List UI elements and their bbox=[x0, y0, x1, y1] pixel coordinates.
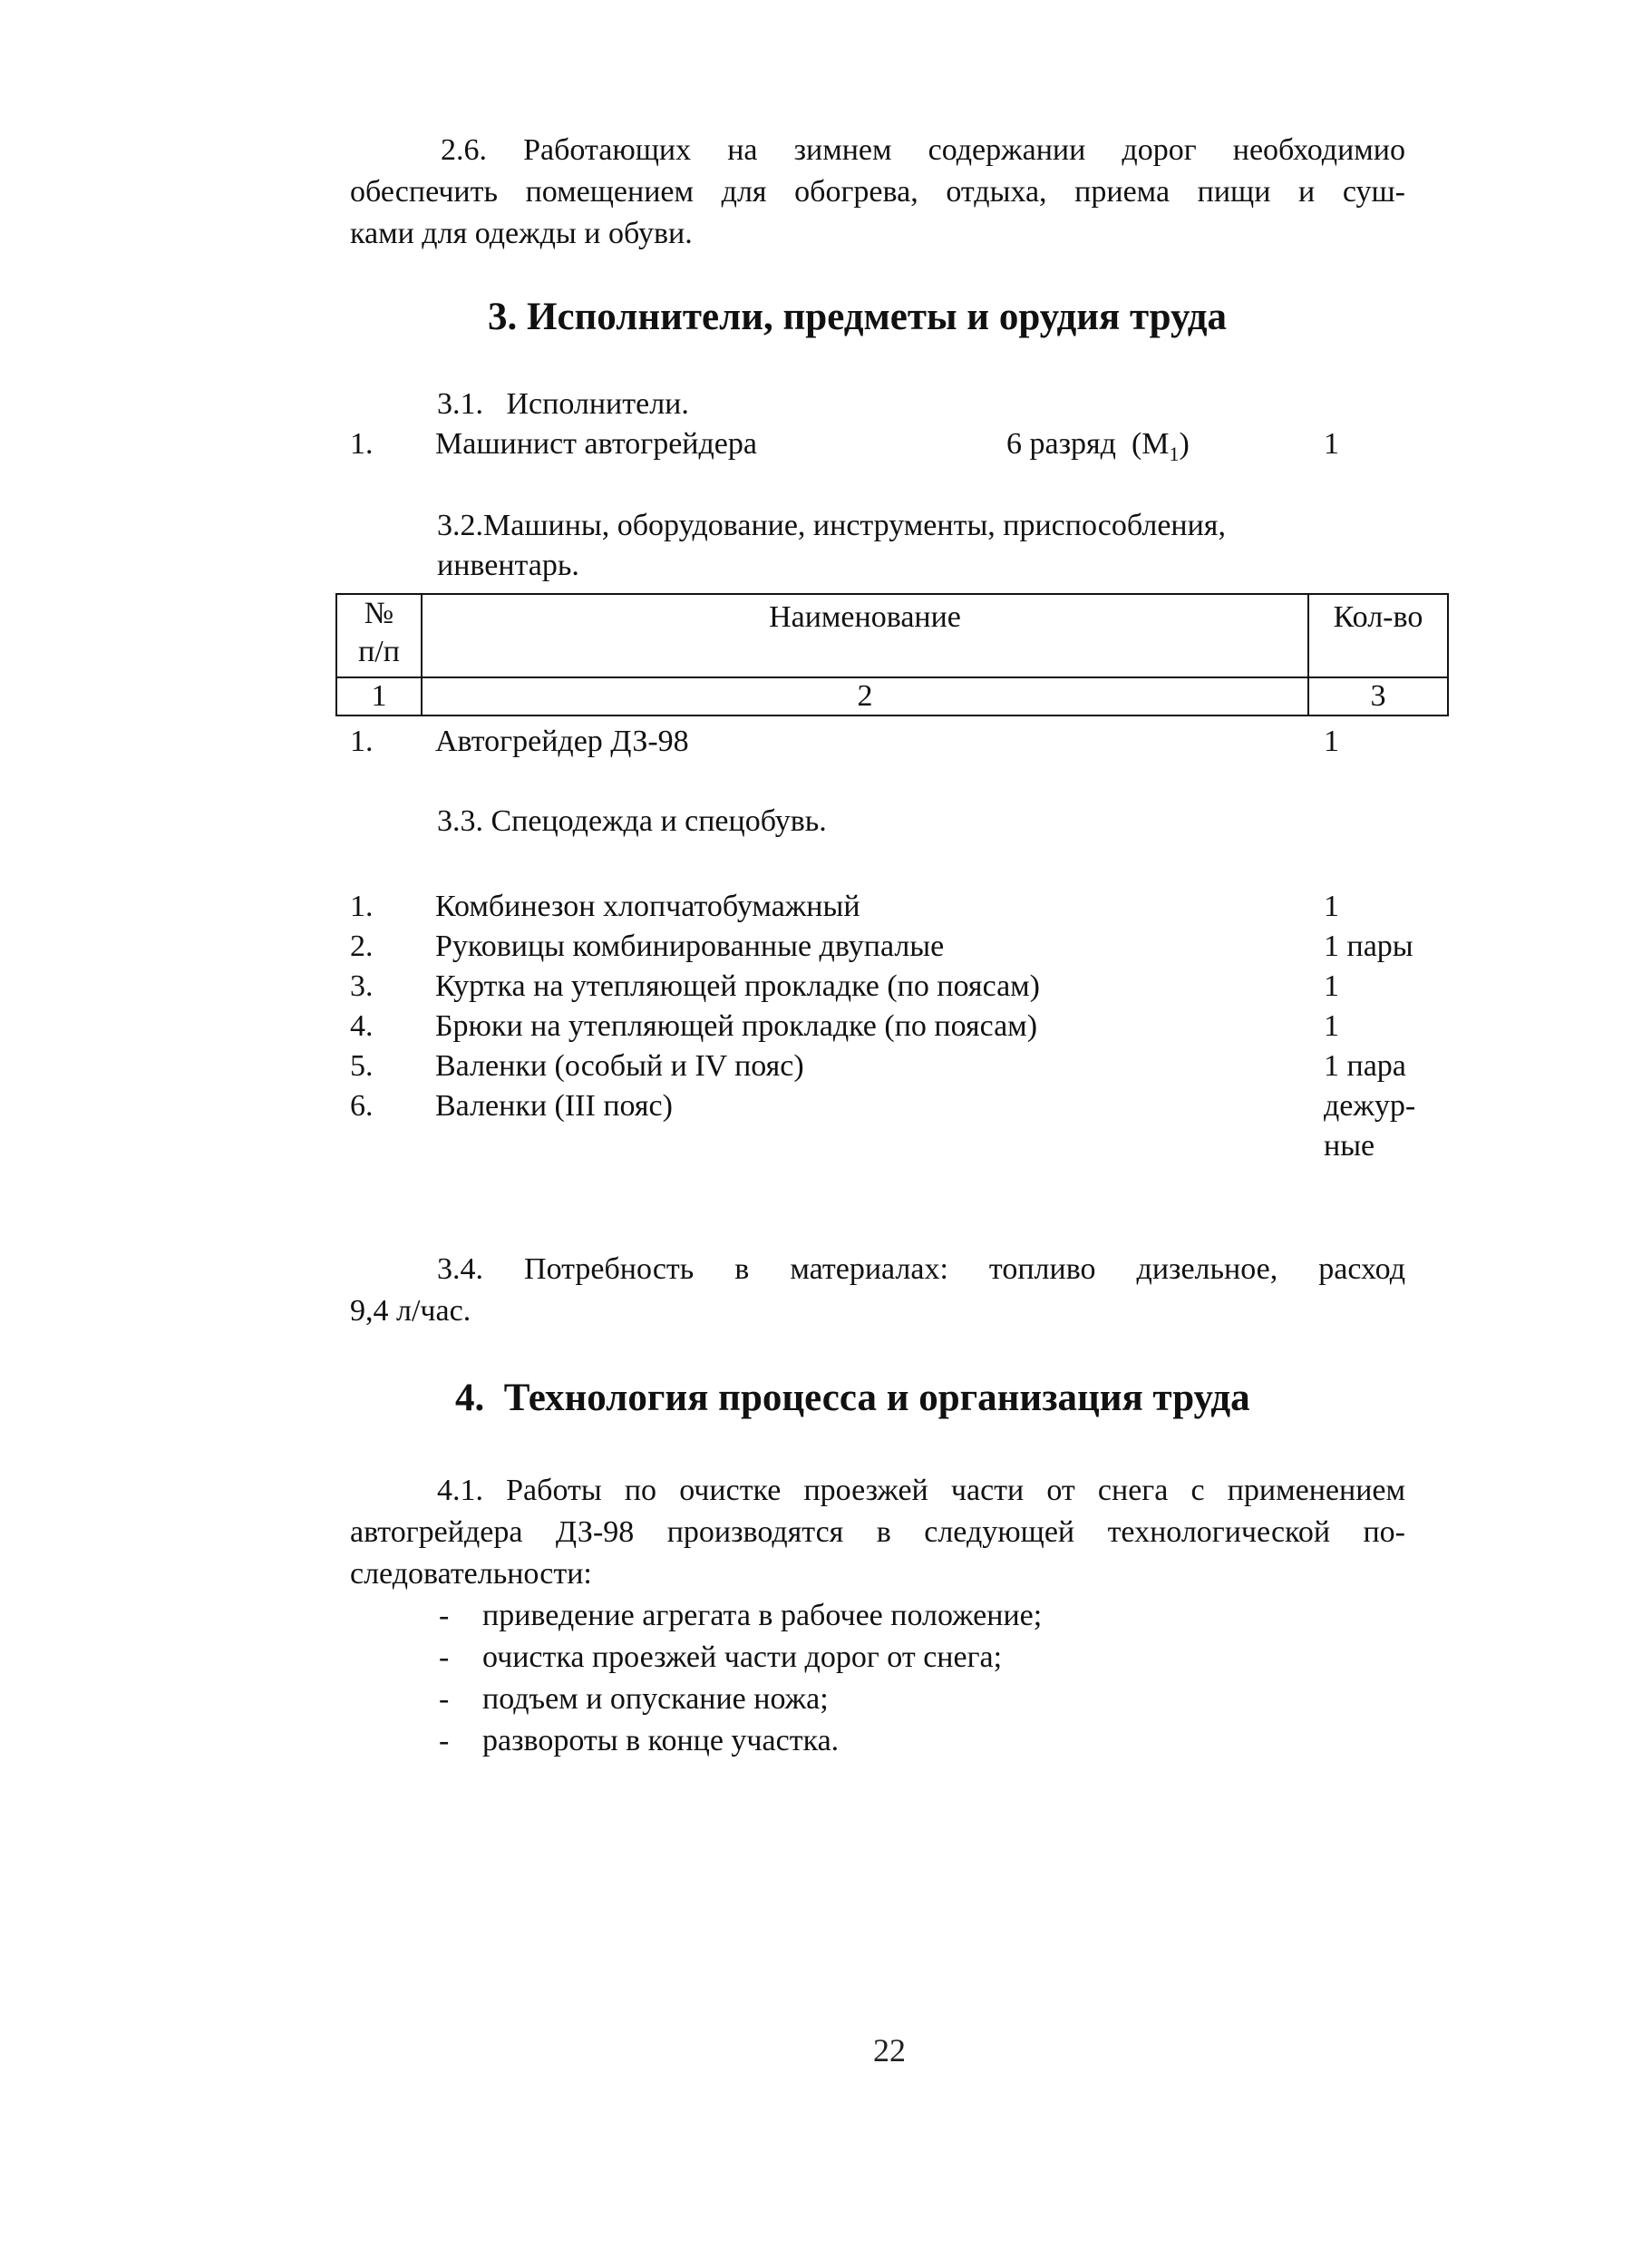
executor-row-qty: 1 bbox=[1324, 427, 1339, 461]
executor-row-name: Машинист автогрейдера bbox=[435, 427, 757, 461]
list-item-name: Руковицы комбинированные двупалые bbox=[435, 930, 945, 963]
section-3-heading: 3. Исполнители, предметы и орудия труда bbox=[488, 296, 1228, 338]
table-colnum-row bbox=[336, 677, 1448, 715]
colnum-2: 2 bbox=[422, 677, 1308, 715]
subsection-3-1-title: 3.1. Исполнители. bbox=[437, 387, 689, 421]
paragraph-2-6-line2: обеспечить помещением для обогрева, отдыха, приема пищи и суш- bbox=[350, 175, 1405, 209]
list-item-name: Валенки (III пояс) bbox=[435, 1089, 673, 1123]
executor-row-grade: 6 разряд $(М_1)$ bbox=[1006, 427, 1190, 465]
paragraph-2-6-line3: ками для одежды и обуви. bbox=[350, 217, 693, 250]
list-item: очистка проезжей части дорог от снега; bbox=[482, 1640, 1003, 1674]
list-item-num: 5. bbox=[350, 1049, 374, 1083]
machine-row-qty: 1 bbox=[1324, 725, 1339, 758]
subsection-3-2-title-line2: инвентарь. bbox=[437, 549, 579, 582]
machine-row-name: Автогрейдер ДЗ-98 bbox=[435, 725, 689, 758]
list-item-qty: 1 bbox=[1324, 969, 1339, 1003]
section-4-heading: 4. Технология процесса и организация труда bbox=[455, 1377, 1250, 1419]
header-name: Наименование bbox=[422, 594, 1308, 677]
list-item: приведение агрегата в рабочее положение; bbox=[482, 1599, 1043, 1632]
list-item: подъем и опускание ножа; bbox=[482, 1682, 829, 1716]
colnum-1: 1 bbox=[336, 677, 422, 715]
list-item-qty: 1 пары bbox=[1324, 930, 1413, 963]
list-item-name: Куртка на утепляющей прокладке (по поясам) bbox=[435, 969, 1041, 1003]
header-number: № п/п bbox=[336, 594, 422, 677]
paragraph-4-1-line3: следовательности: bbox=[350, 1557, 592, 1591]
subsection-3-3-title: 3.3. Спецодежда и спецобувь. bbox=[437, 804, 827, 838]
colnum-3: 3 bbox=[1308, 677, 1448, 715]
paragraph-4-1-line2: автогрейдера ДЗ-98 производятся в следующей технологической по- bbox=[350, 1515, 1405, 1549]
list-item-qty: 1 bbox=[1324, 1009, 1339, 1043]
list-item-name: Комбинезон хлопчатобумажный bbox=[435, 890, 860, 923]
subsection-3-2-title-line1: 3.2.Машины, оборудование, инструменты, приспособления, bbox=[437, 509, 1226, 542]
list-item-qty: 1 bbox=[1324, 890, 1339, 923]
bullet-dash: - bbox=[439, 1599, 450, 1632]
list-item-qty: 1 пара bbox=[1324, 1049, 1406, 1083]
list-item-qty: дежур- ные bbox=[1324, 1089, 1416, 1163]
list-item-name: Валенки (особый и IV пояс) bbox=[435, 1049, 804, 1083]
list-item: развороты в конце участка. bbox=[482, 1724, 840, 1757]
paragraph-3-4-line2: 9,4 л/час. bbox=[350, 1294, 471, 1328]
bullet-dash: - bbox=[439, 1640, 450, 1674]
list-item-num: 6. bbox=[350, 1089, 374, 1123]
paragraph-4-1-line1: 4.1. Работы по очистке проезжей части от снега с применением bbox=[437, 1474, 1405, 1507]
executor-row-num: 1. bbox=[350, 427, 374, 461]
list-item-num: 3. bbox=[350, 969, 374, 1003]
bullet-dash: - bbox=[439, 1724, 450, 1757]
table-header-row bbox=[336, 594, 1448, 677]
grade-subscript: 1 bbox=[1169, 442, 1180, 465]
bullet-dash: - bbox=[439, 1682, 450, 1716]
list-item-name: Брюки на утепляющей прокладке (по поясам) bbox=[435, 1009, 1038, 1043]
header-qty: Кол-во bbox=[1308, 594, 1448, 677]
list-item-num: 4. bbox=[350, 1009, 374, 1043]
page-number: 22 bbox=[873, 2032, 906, 2068]
paragraph-2-6-line1: 2.6. Работающих на зимнем содержании дорог необходимио bbox=[441, 133, 1405, 167]
list-item-num: 2. bbox=[350, 930, 374, 963]
list-item-num: 1. bbox=[350, 890, 374, 923]
machine-row-num: 1. bbox=[350, 725, 374, 758]
equipment-table bbox=[335, 593, 1449, 716]
paragraph-3-4-line1: 3.4. Потребность в материалах: топливо дизельное, расход bbox=[437, 1252, 1405, 1286]
